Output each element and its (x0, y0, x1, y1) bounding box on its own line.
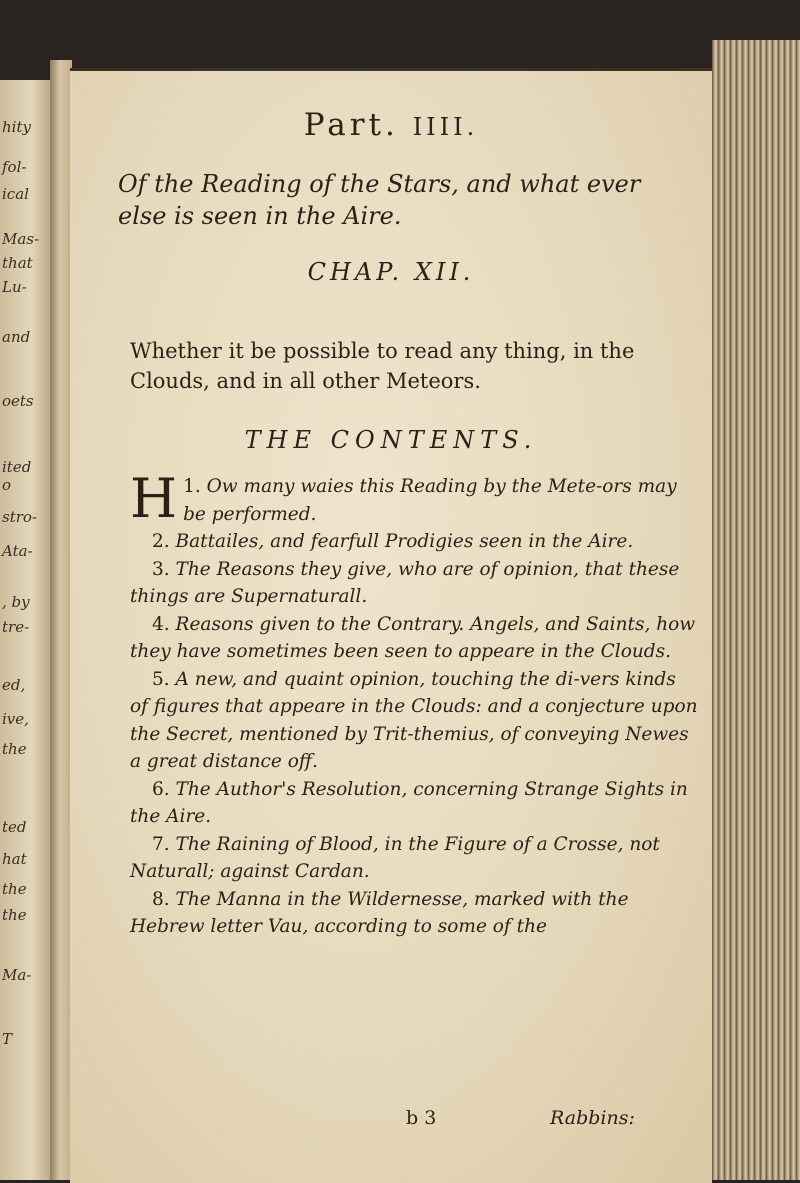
book-page (70, 68, 712, 1183)
section-title: Of the Reading of the Stars, and what ever else is seen in the Aire. (118, 170, 641, 230)
contents-item (130, 556, 698, 611)
margin-fragment: fol- (2, 158, 27, 176)
margin-fragment: hat (2, 850, 27, 868)
margin-fragment: the (2, 880, 27, 898)
margin-fragment: ited (2, 458, 32, 476)
margin-fragment: Ata- (2, 542, 33, 560)
contents-heading: THE CONTENTS. (244, 426, 538, 454)
item-number: 2. (152, 531, 170, 552)
contents-item (130, 467, 698, 530)
margin-fragment: T (2, 1030, 13, 1048)
margin-fragment: Ma- (2, 966, 32, 984)
item-number: 5. (152, 668, 170, 690)
catchword: Rabbins: (550, 1107, 635, 1129)
margin-fragment: oets (2, 392, 34, 410)
contents-item (130, 611, 698, 666)
item-text: The Raining of Blood, in the Figure of a Crosse, not Naturall; against Cardan. (130, 833, 660, 882)
margin-fragment: the (2, 906, 27, 924)
item-text: Ow many waies this Reading by the Mete-ors may be performed. (183, 476, 677, 525)
item-number: 8. (152, 888, 170, 910)
contents-item (130, 886, 698, 941)
drop-cap: H (130, 467, 178, 530)
contents-list (130, 467, 698, 941)
contents-item (130, 666, 698, 776)
margin-fragment: Mas- (2, 230, 40, 248)
margin-fragment: , by (2, 593, 30, 611)
margin-fragment: ical (2, 185, 29, 203)
margin-fragment: stro- (2, 508, 37, 526)
contents-item (130, 776, 698, 831)
margin-fragment: and (2, 328, 31, 346)
item-text: Battailes, and fearfull Prodigies seen in the Aire. (175, 531, 634, 552)
margin-fragment: ted (2, 818, 27, 836)
margin-fragment: Lu- (2, 278, 27, 296)
margin-fragment: ed, (2, 676, 26, 694)
margin-fragment: o (2, 476, 12, 494)
margin-fragment: the (2, 740, 27, 758)
page-edges (712, 40, 800, 1180)
item-number: 3. (152, 558, 170, 580)
item-text: The Reasons they give, who are of opinion, that these things are Supernaturall. (130, 558, 680, 607)
chapter-heading: CHAP. XII. (307, 258, 475, 286)
part-number: IIII. (412, 113, 479, 141)
item-number: 1. (183, 476, 201, 497)
contents-item (130, 528, 698, 556)
margin-fragment: ive, (2, 710, 29, 728)
item-text: Reasons given to the Contrary. Angels, and Saints, how they have sometimes been seen to appeare in the Clouds. (130, 613, 696, 662)
running-header (70, 107, 712, 143)
margin-fragment: tre- (2, 618, 30, 636)
part-label: Part. (303, 107, 399, 143)
item-number: 4. (152, 613, 170, 635)
item-number: 6. (152, 778, 170, 800)
item-number: 7. (152, 833, 170, 855)
item-text: The Manna in the Wildernesse, marked with the Hebrew letter Vau, according to some of the (130, 888, 629, 937)
margin-fragment: hity (2, 118, 31, 136)
margin-fragment: that (2, 254, 33, 272)
chapter-summary: Whether it be possible to read any thing, in the Clouds, and in all other Meteors. (130, 339, 635, 393)
item-text: A new, and quaint opinion, touching the di-vers kinds of figures that appeare in the Clouds: and a conjecture upon the Secret, mentioned by Trit-themius, of conveying Newes a great distance off. (130, 668, 698, 772)
facing-page-sliver (0, 80, 52, 1180)
signature-mark: b 3 (406, 1107, 437, 1129)
book-spine (50, 60, 72, 1180)
contents-item (130, 831, 698, 886)
item-text: The Author's Resolution, concerning Strange Sights in the Aire. (130, 778, 688, 827)
